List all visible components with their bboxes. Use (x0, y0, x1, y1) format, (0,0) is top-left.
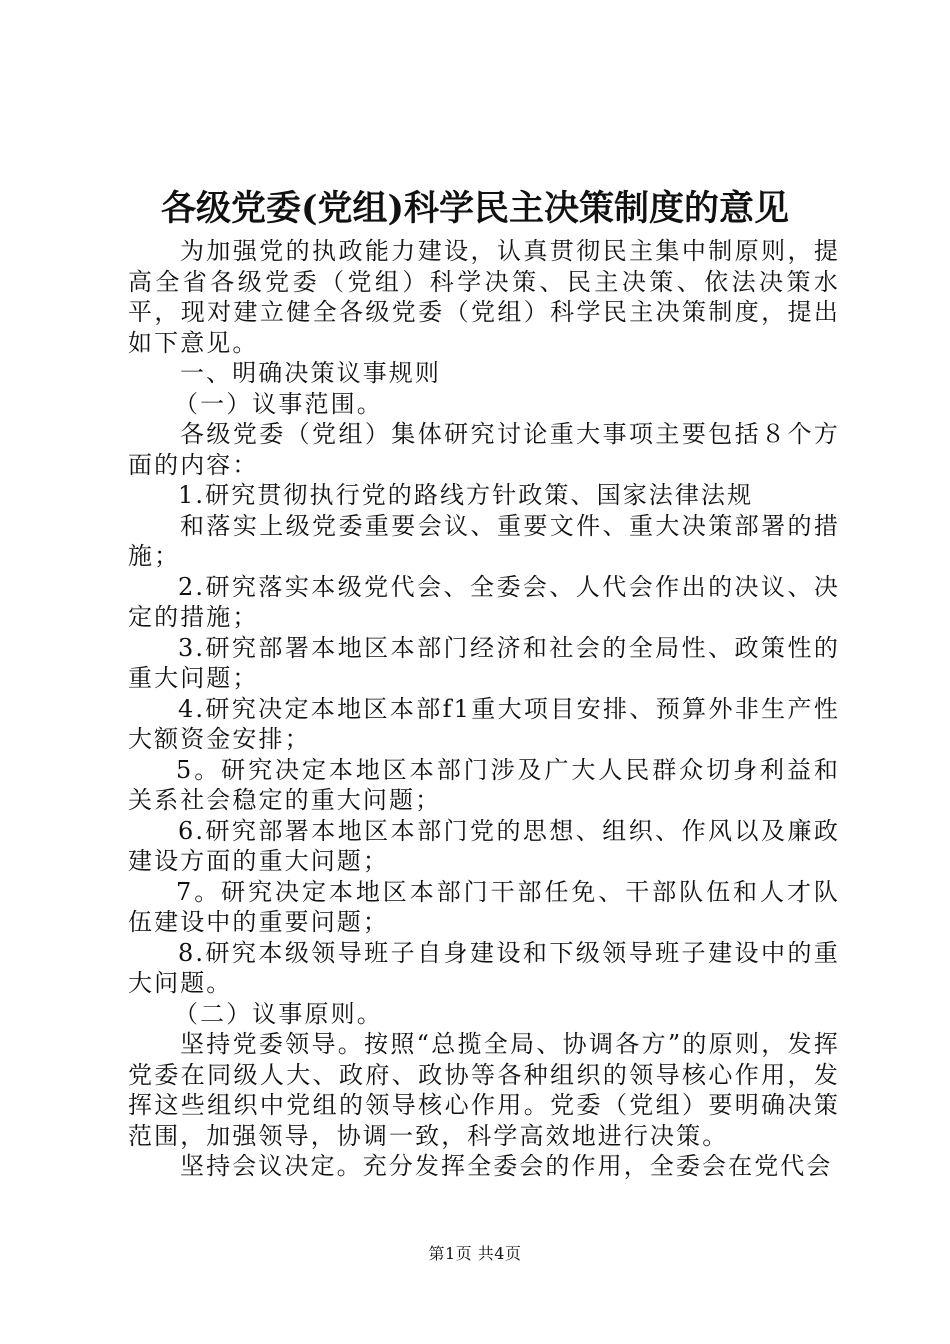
list-item: 6.研究部署本地区本部门党的思想、组织、作风以及廉政建设方面的重大问题； (128, 816, 840, 875)
document-title: 各级党委(党组)科学民主决策制度的意见 (160, 188, 790, 229)
subsection-heading: （一）议事范围。 (174, 389, 383, 418)
list-item: 5。研究决定本地区本部门涉及广大人民群众切身利益和关系社会稳定的重大问题； (128, 755, 840, 814)
paragraph: 各级党委（党组）集体研究讨论重大事项主要包括８个方面的内容： (128, 420, 840, 479)
page-number: 第1页 共4页 (428, 1244, 522, 1263)
paragraph: 为加强党的执政能力建设，认真贯彻民主集中制原则，提高全省各级党委（党组）科学决策、民主决策、依法决策水平，现对建立健全各级党委（党组）科学民主决策制度，提出如下意见。 (128, 237, 840, 357)
list-item: 4.研究决定本地区本部f1重大项目安排、预算外非生产性大额资金安排； (128, 694, 840, 753)
paragraph: 坚持会议决定。充分发挥全委会的作用，全委会在党代会 (180, 1152, 833, 1180)
list-item: 7。研究决定本地区本部门干部任免、干部队伍和人才队伍建设中的重要问题； (128, 877, 840, 936)
list-item: 8.研究本级领导班子自身建设和下级领导班子建设中的重大问题。 (128, 938, 840, 997)
subsection-heading: （二）议事原则。 (174, 999, 383, 1028)
paragraph: 坚持党委领导。按照“总揽全局、协调各方”的原则，发挥党委在同级人大、政府、政协等各种组织的领导核心作用，发挥这些组织中党组的领导核心作用。党委（党组）要明确决策范围，加强领导，协调一致，科学高效地进行决策。 (128, 1030, 840, 1150)
document-body (128, 236, 840, 1182)
list-item: 2.研究落实本级党代会、全委会、人代会作出的决议、决定的措施； (128, 572, 840, 631)
paragraph: 和落实上级党委重要会议、重要文件、重大决策部署的措施； (128, 511, 840, 570)
list-item: 1.研究贯彻执行党的路线方针政策、国家法律法规 (178, 481, 754, 509)
list-item: 3.研究部署本地区本部门经济和社会的全局性、政策性的重大问题； (128, 633, 840, 692)
section-heading: 一、明确决策议事规则 (180, 359, 441, 387)
